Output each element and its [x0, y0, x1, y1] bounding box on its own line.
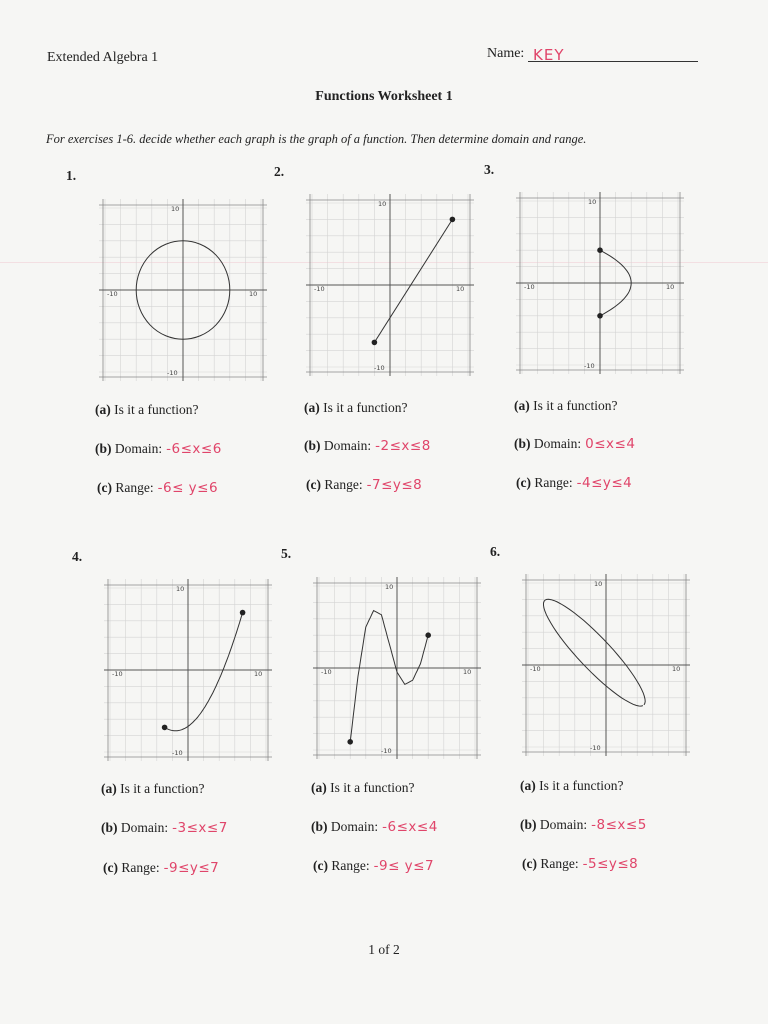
function-question: Is it a function?: [114, 402, 199, 417]
function-question: Is it a function?: [533, 398, 618, 413]
coordinate-grid: [518, 570, 694, 760]
range-answer: -6≤ y≤6: [157, 480, 219, 496]
label-a: (a): [95, 402, 111, 417]
range-answer: -4≤y≤4: [576, 475, 633, 491]
graph-2: [302, 190, 478, 380]
y-min-label: -10: [381, 747, 392, 755]
graph-5: [309, 573, 485, 763]
graph-1: [95, 195, 271, 385]
label-b: (b): [311, 819, 328, 834]
label-a: (a): [101, 781, 117, 796]
x-max-label: 10: [254, 670, 263, 678]
exercise-number-6: 6.: [490, 544, 501, 559]
label-a: (a): [520, 778, 536, 793]
coordinate-grid: [309, 573, 485, 763]
x-min-label: -10: [530, 665, 541, 673]
question-2a: [304, 400, 407, 416]
domain-answer: -8≤x≤5: [591, 817, 647, 833]
x-max-label: 10: [672, 665, 681, 673]
domain-answer: -2≤x≤8: [375, 438, 431, 454]
domain-label: Domain:: [533, 436, 582, 451]
question-6c: [522, 856, 638, 872]
function-question: Is it a function?: [539, 778, 624, 793]
y-max-label: 10: [588, 198, 597, 206]
x-min-label: -10: [321, 668, 332, 676]
range-answer: -7≤y≤8: [366, 477, 423, 493]
question-3c: [516, 475, 632, 491]
y-max-label: 10: [594, 580, 603, 588]
label-c: (c): [97, 480, 112, 495]
label-b: (b): [304, 438, 321, 453]
label-a: (a): [304, 400, 320, 415]
domain-answer: -6≤x≤4: [382, 819, 438, 835]
label-c: (c): [522, 856, 537, 871]
domain-answer: -3≤x≤7: [172, 820, 228, 836]
range-label: Range:: [331, 858, 370, 873]
label-c: (c): [306, 477, 321, 492]
label-c: (c): [313, 858, 328, 873]
question-3b: [514, 436, 635, 452]
label-b: (b): [514, 436, 531, 451]
range-label: Range:: [324, 477, 363, 492]
instructions: For exercises 1-6. decide whether each graph is the graph of a function. Then determine domain and range.: [46, 132, 587, 146]
label-b: (b): [520, 817, 537, 832]
x-min-label: -10: [524, 283, 535, 291]
x-min-label: -10: [314, 285, 325, 293]
x-max-label: 10: [456, 285, 465, 293]
question-1a: [95, 402, 198, 418]
domain-label: Domain:: [120, 820, 169, 835]
question-4b: [101, 820, 228, 836]
y-max-label: 10: [385, 583, 394, 591]
question-6a: [520, 778, 623, 794]
function-question: Is it a function?: [323, 400, 408, 415]
range-label: Range:: [540, 856, 579, 871]
domain-label: Domain:: [539, 817, 588, 832]
x-max-label: 10: [666, 283, 675, 291]
graph-4: [100, 575, 276, 765]
question-4c: [103, 860, 219, 876]
page-number: 1 of 2: [368, 942, 400, 957]
domain-label: Domain:: [323, 438, 372, 453]
y-max-label: 10: [176, 585, 185, 593]
exercise-number-5: 5.: [281, 546, 292, 561]
y-min-label: -10: [584, 362, 595, 370]
function-question: Is it a function?: [330, 780, 415, 795]
exercise-number-1: 1.: [66, 168, 77, 183]
domain-label: Domain:: [114, 441, 163, 456]
worksheet-title: Functions Worksheet 1: [315, 89, 453, 104]
question-2c: [306, 477, 422, 493]
graph-3: [512, 188, 688, 378]
coordinate-grid: [512, 188, 688, 378]
graph-6: [518, 570, 694, 760]
range-label: Range:: [121, 860, 160, 875]
question-2b: [304, 438, 431, 454]
x-max-label: 10: [249, 290, 258, 298]
range-answer: -9≤y≤7: [163, 860, 220, 876]
question-1c: [97, 480, 218, 496]
y-min-label: -10: [374, 364, 385, 372]
endpoint-dot: [450, 217, 456, 223]
course-title: Extended Algebra 1: [47, 50, 159, 65]
label-a: (a): [311, 780, 327, 795]
question-4a: [101, 781, 204, 797]
x-min-label: -10: [112, 670, 123, 678]
exercise-number-4: 4.: [72, 549, 83, 564]
curve: [350, 611, 428, 742]
coordinate-grid: [100, 575, 276, 765]
question-3a: [514, 398, 617, 414]
ellipse-curve: [544, 599, 646, 706]
domain-answer: 0≤x≤4: [585, 436, 636, 452]
coordinate-grid: [302, 190, 478, 380]
label-a: (a): [514, 398, 530, 413]
y-min-label: -10: [167, 369, 178, 377]
domain-answer: -6≤x≤6: [166, 441, 222, 457]
endpoint-dot: [597, 313, 603, 319]
y-min-label: -10: [172, 749, 183, 757]
function-question: Is it a function?: [120, 781, 205, 796]
exercise-number-2: 2.: [274, 164, 285, 179]
exercise-number-3: 3.: [484, 162, 495, 177]
range-answer: -9≤ y≤7: [373, 858, 435, 874]
endpoint-dot: [597, 247, 603, 253]
endpoint-dot: [347, 739, 353, 745]
range-label: Range:: [115, 480, 154, 495]
y-max-label: 10: [171, 205, 180, 213]
x-min-label: -10: [107, 290, 118, 298]
coordinate-grid: [95, 195, 271, 385]
label-b: (b): [101, 820, 118, 835]
label-b: (b): [95, 441, 112, 456]
endpoint-dot: [425, 632, 431, 638]
range-label: Range:: [534, 475, 573, 490]
y-min-label: -10: [590, 744, 601, 752]
endpoint-dot: [162, 725, 168, 731]
name-value: KEY: [533, 46, 565, 64]
name-label: Name:: [487, 46, 525, 61]
y-max-label: 10: [378, 200, 387, 208]
label-c: (c): [103, 860, 118, 875]
question-5a: [311, 780, 414, 796]
x-max-label: 10: [463, 668, 472, 676]
domain-label: Domain:: [330, 819, 379, 834]
question-5b: [311, 819, 438, 835]
range-answer: -5≤y≤8: [582, 856, 639, 872]
endpoint-dot: [372, 340, 378, 346]
question-1b: [95, 441, 222, 457]
line-segment: [374, 219, 452, 342]
question-5c: [313, 858, 434, 874]
label-c: (c): [516, 475, 531, 490]
endpoint-dot: [240, 610, 246, 616]
question-6b: [520, 817, 647, 833]
